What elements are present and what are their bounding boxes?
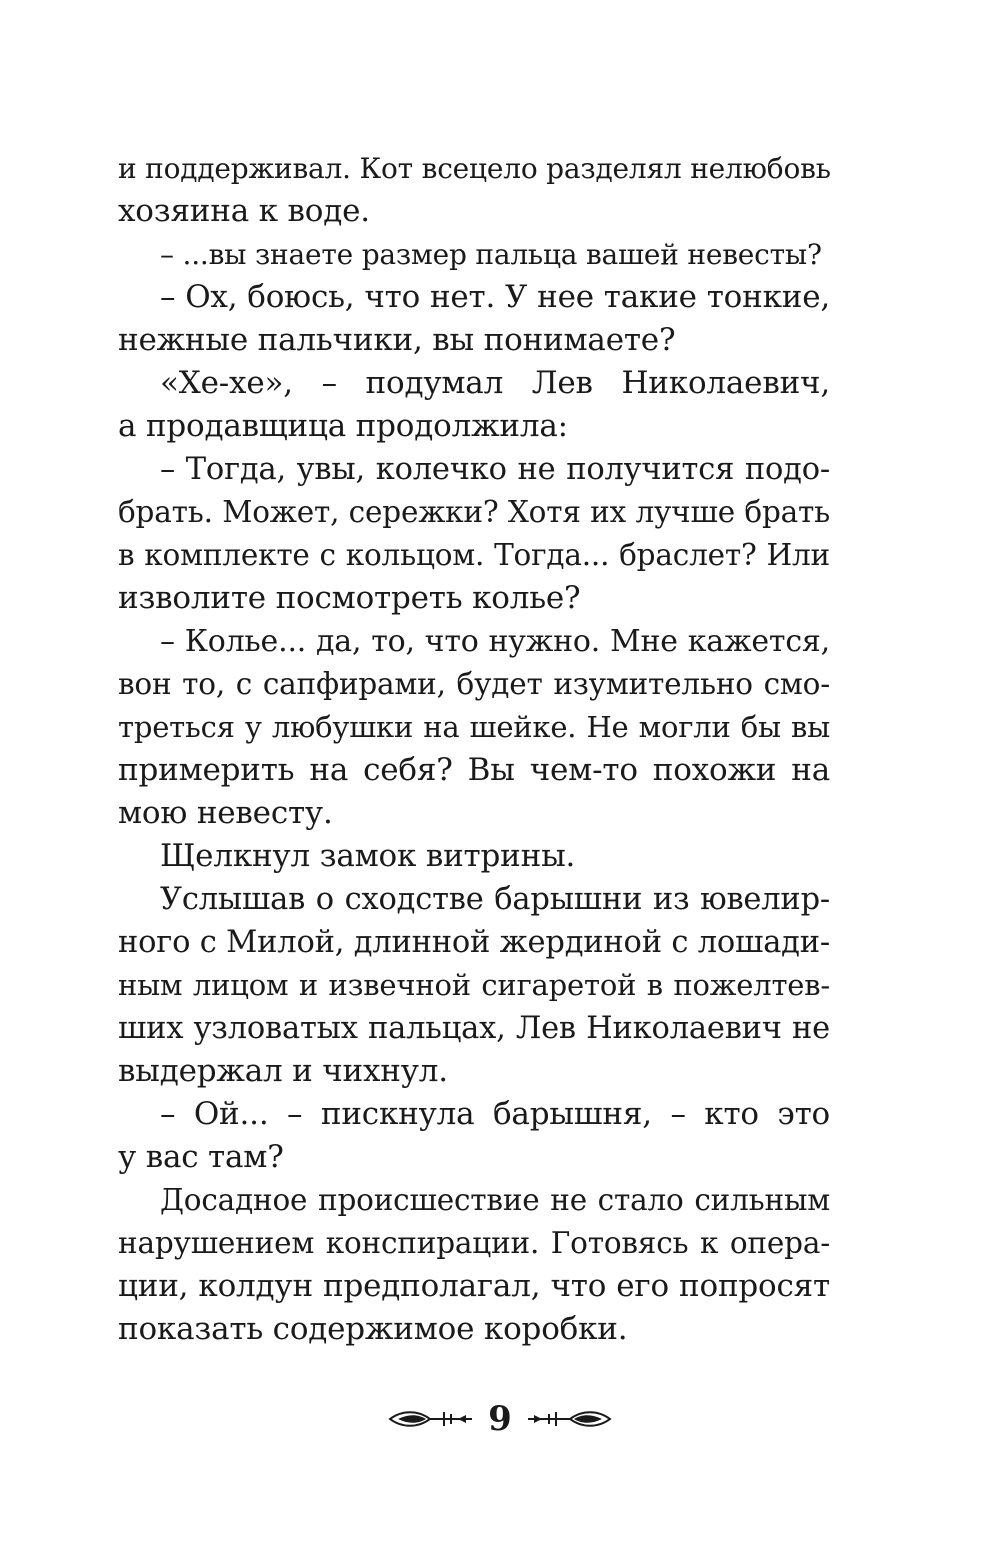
text-line: в комплекте с кольцом. Тогда... браслет? Или	[118, 538, 830, 572]
text-line: мою невесту.	[118, 795, 333, 831]
text-line: ших узловатых пальцах, Лев Николаевич не	[118, 1011, 830, 1046]
text-line: – ...вы знаете размер пальца вашей невесты?	[160, 238, 822, 271]
text-line: а продавщица продолжила:	[118, 408, 568, 444]
text-line: примерить на себя? Вы чем-то похожи на	[118, 752, 830, 788]
text-line: – Ой... – пискнула барышня, – кто это	[160, 1096, 830, 1132]
ornament-flourish-right-icon	[526, 1406, 612, 1432]
text-line: показать содержимое коробки.	[118, 1311, 628, 1347]
book-page-text	[118, 147, 830, 1351]
text-line: треться у любушки на шейке. Не могли бы вы	[118, 710, 830, 744]
text-line: – Колье... да, то, что нужно. Мне кажется,	[160, 624, 830, 659]
page-number: 9	[488, 1399, 512, 1439]
text-line: хозяина к воде.	[118, 193, 370, 229]
text-line: Щелкнул замок витрины.	[160, 838, 576, 874]
text-line: ного с Милой, длинной жердиной с лошади-	[118, 925, 830, 960]
text-line: и поддерживал. Кот всецело разделял нелюбовь	[118, 152, 831, 185]
ornament-flourish-left-icon	[388, 1406, 474, 1432]
text-line: ции, колдун предполагал, что его попросят	[118, 1268, 830, 1304]
text-line: Услышав о сходстве барышни из ювелир-	[160, 882, 830, 917]
text-line: ным лицом и извечной сигаретой в пожелтев-	[118, 968, 830, 1002]
text-line: выдержал и чихнул.	[118, 1053, 448, 1089]
text-line: изволите посмотреть колье?	[118, 580, 581, 616]
page-footer	[0, 1394, 1000, 1444]
text-line: нарушением конспирации. Готовясь к опера-	[118, 1226, 830, 1260]
text-line: вон то, с сапфирами, будет изумительно смо-	[118, 667, 830, 701]
text-line: – Ох, боюсь, что нет. У нее такие тонкие,	[160, 279, 830, 315]
text-line: «Хе-хе», – подумал Лев Николаевич,	[160, 365, 830, 401]
text-line: нежные пальчики, вы понимаете?	[118, 322, 676, 358]
text-line: Досадное происшествие не стало сильным	[160, 1183, 830, 1217]
text-line: брать. Может, сережки? Хотя их лучше брать	[118, 495, 830, 529]
text-line: – Тогда, увы, колечко не получится подо-	[160, 452, 830, 487]
text-line: у вас там?	[118, 1139, 284, 1175]
